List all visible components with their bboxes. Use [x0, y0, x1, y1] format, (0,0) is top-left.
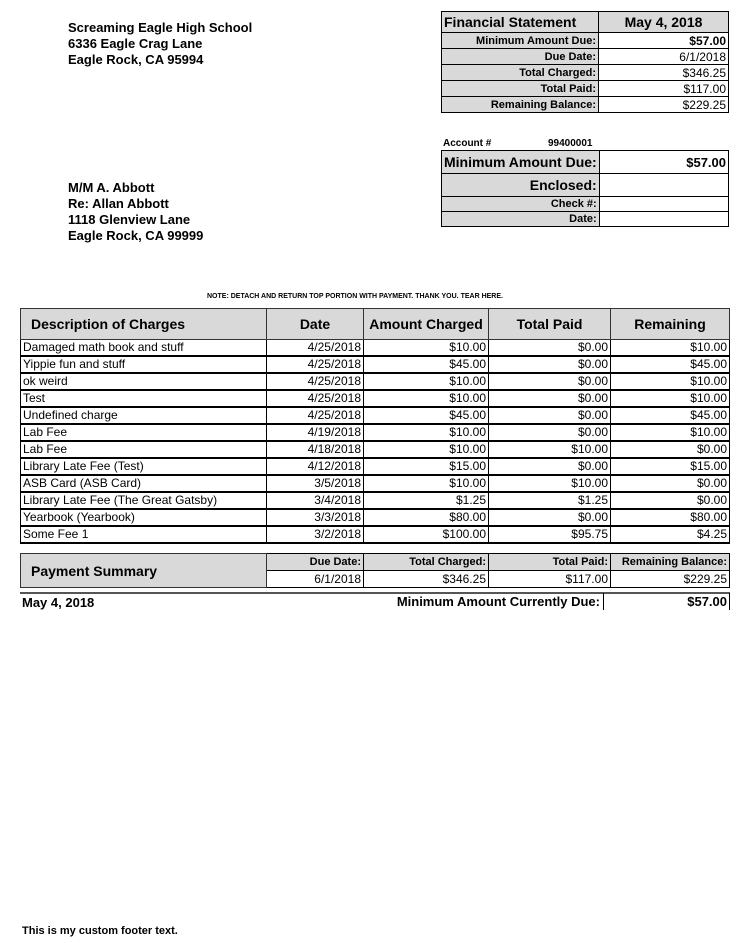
table-row	[21, 492, 730, 509]
cell-remaining: $80.00	[611, 509, 730, 526]
table-row	[21, 356, 730, 373]
cell-amount: $45.00	[364, 356, 489, 373]
cell-remaining: $4.25	[611, 526, 730, 543]
recipient-street: 1118 Glenview Lane	[68, 212, 191, 227]
financial-statement-table	[441, 11, 729, 113]
tear-note: NOTE: DETACH AND RETURN TOP PORTION WITH PAYMENT. THANK YOU. TEAR HERE.	[207, 293, 503, 300]
cell-description: Yearbook (Yearbook)	[21, 509, 267, 526]
cell-paid: $0.00	[489, 356, 611, 373]
cell-remaining: $15.00	[611, 458, 730, 475]
bottom-date: May 4, 2018	[22, 595, 95, 610]
min-due-value: $57.00	[599, 151, 728, 174]
cell-description: Lab Fee	[21, 424, 267, 441]
cell-date: 4/19/2018	[267, 424, 364, 441]
cell-date: 3/3/2018	[267, 509, 364, 526]
cell-date: 4/25/2018	[267, 373, 364, 390]
summary-value: 6/1/2018	[267, 571, 364, 588]
recipient-city: Eagle Rock, CA 99999	[68, 228, 204, 243]
row-label: Due Date:	[442, 49, 599, 65]
check-field[interactable]	[599, 197, 728, 212]
cell-paid: $0.00	[489, 407, 611, 424]
cell-paid: $95.75	[489, 526, 611, 543]
cell-date: 4/25/2018	[267, 390, 364, 407]
row-value: $117.00	[599, 81, 729, 97]
cell-remaining: $45.00	[611, 356, 730, 373]
school-street: 6336 Eagle Crag Lane	[68, 36, 203, 51]
check-label: Check #:	[442, 197, 600, 212]
recipient-name: M/M A. Abbott	[68, 180, 155, 195]
table-row	[21, 340, 730, 357]
min-due-label: Minimum Amount Due:	[442, 151, 600, 174]
cell-paid: $0.00	[489, 458, 611, 475]
cell-paid: $0.00	[489, 390, 611, 407]
summary-title: Payment Summary	[21, 554, 267, 588]
summary-value: $117.00	[489, 571, 611, 588]
cell-description: Some Fee 1	[21, 526, 267, 543]
cell-remaining: $0.00	[611, 492, 730, 509]
cell-description: ASB Card (ASB Card)	[21, 475, 267, 492]
row-label: Remaining Balance:	[442, 97, 599, 113]
cell-date: 4/18/2018	[267, 441, 364, 458]
row-value: $57.00	[599, 33, 729, 49]
cell-date: 4/25/2018	[267, 407, 364, 424]
cell-amount: $80.00	[364, 509, 489, 526]
date-label: Date:	[442, 212, 600, 227]
cell-date: 4/12/2018	[267, 458, 364, 475]
enclosed-label: Enclosed:	[442, 174, 600, 197]
recipient-re: Re: Allan Abbott	[68, 196, 169, 211]
cell-amount: $15.00	[364, 458, 489, 475]
account-label: Account #	[443, 138, 492, 149]
table-row	[21, 407, 730, 424]
cell-description: Undefined charge	[21, 407, 267, 424]
cell-amount: $1.25	[364, 492, 489, 509]
summary-label: Due Date:	[267, 554, 364, 571]
cell-paid: $10.00	[489, 475, 611, 492]
row-value: 6/1/2018	[599, 49, 729, 65]
min-currently-due-value: $57.00	[603, 593, 730, 610]
min-currently-due-label: Minimum Amount Currently Due:	[396, 594, 600, 609]
cell-remaining: $0.00	[611, 441, 730, 458]
cell-amount: $10.00	[364, 390, 489, 407]
summary-label: Remaining Balance:	[611, 554, 730, 571]
summary-label: Total Charged:	[364, 554, 489, 571]
cell-remaining: $0.00	[611, 475, 730, 492]
cell-amount: $10.00	[364, 340, 489, 357]
row-label: Total Charged:	[442, 65, 599, 81]
cell-date: 3/2/2018	[267, 526, 364, 543]
cell-amount: $100.00	[364, 526, 489, 543]
date-field[interactable]	[599, 212, 728, 227]
row-label: Total Paid:	[442, 81, 599, 97]
cell-description: Test	[21, 390, 267, 407]
cell-amount: $10.00	[364, 475, 489, 492]
header-description: Description of Charges	[21, 309, 267, 340]
table-row	[21, 441, 730, 458]
cell-amount: $10.00	[364, 441, 489, 458]
table-row	[21, 526, 730, 543]
statement-date: May 4, 2018	[599, 12, 729, 33]
cell-date: 4/25/2018	[267, 340, 364, 357]
cell-amount: $45.00	[364, 407, 489, 424]
header-date: Date	[267, 309, 364, 340]
cell-amount: $10.00	[364, 424, 489, 441]
table-row	[21, 509, 730, 526]
charges-table	[20, 308, 730, 544]
cell-description: Library Late Fee (Test)	[21, 458, 267, 475]
header-remaining: Remaining	[611, 309, 730, 340]
cell-remaining: $10.00	[611, 373, 730, 390]
row-label: Minimum Amount Due:	[442, 33, 599, 49]
school-city: Eagle Rock, CA 95994	[68, 52, 204, 67]
cell-description: Library Late Fee (The Great Gatsby)	[21, 492, 267, 509]
cell-paid: $0.00	[489, 373, 611, 390]
row-value: $229.25	[599, 97, 729, 113]
remittance-table	[441, 150, 729, 227]
footer-text: This is my custom footer text.	[22, 925, 178, 937]
table-row	[21, 373, 730, 390]
cell-description: ok weird	[21, 373, 267, 390]
cell-description: Yippie fun and stuff	[21, 356, 267, 373]
statement-title: Financial Statement	[442, 12, 599, 33]
summary-value: $229.25	[611, 571, 730, 588]
table-row	[21, 424, 730, 441]
account-number: 99400001	[548, 138, 593, 149]
school-address	[68, 20, 252, 68]
cell-date: 3/5/2018	[267, 475, 364, 492]
row-value: $346.25	[599, 65, 729, 81]
cell-date: 4/25/2018	[267, 356, 364, 373]
cell-description: Damaged math book and stuff	[21, 340, 267, 357]
payment-summary-table	[20, 553, 730, 588]
cell-remaining: $10.00	[611, 340, 730, 357]
cell-amount: $10.00	[364, 373, 489, 390]
header-amount: Amount Charged	[364, 309, 489, 340]
summary-value: $346.25	[364, 571, 489, 588]
cell-remaining: $10.00	[611, 424, 730, 441]
table-row	[21, 475, 730, 492]
enclosed-field[interactable]	[599, 174, 728, 197]
table-row	[21, 458, 730, 475]
summary-label: Total Paid:	[489, 554, 611, 571]
table-row	[21, 390, 730, 407]
cell-description: Lab Fee	[21, 441, 267, 458]
cell-paid: $0.00	[489, 509, 611, 526]
cell-remaining: $45.00	[611, 407, 730, 424]
recipient-address	[68, 180, 203, 244]
school-name: Screaming Eagle High School	[68, 20, 253, 35]
cell-paid: $10.00	[489, 441, 611, 458]
cell-paid: $1.25	[489, 492, 611, 509]
cell-paid: $0.00	[489, 340, 611, 357]
header-paid: Total Paid	[489, 309, 611, 340]
cell-date: 3/4/2018	[267, 492, 364, 509]
cell-remaining: $10.00	[611, 390, 730, 407]
cell-paid: $0.00	[489, 424, 611, 441]
